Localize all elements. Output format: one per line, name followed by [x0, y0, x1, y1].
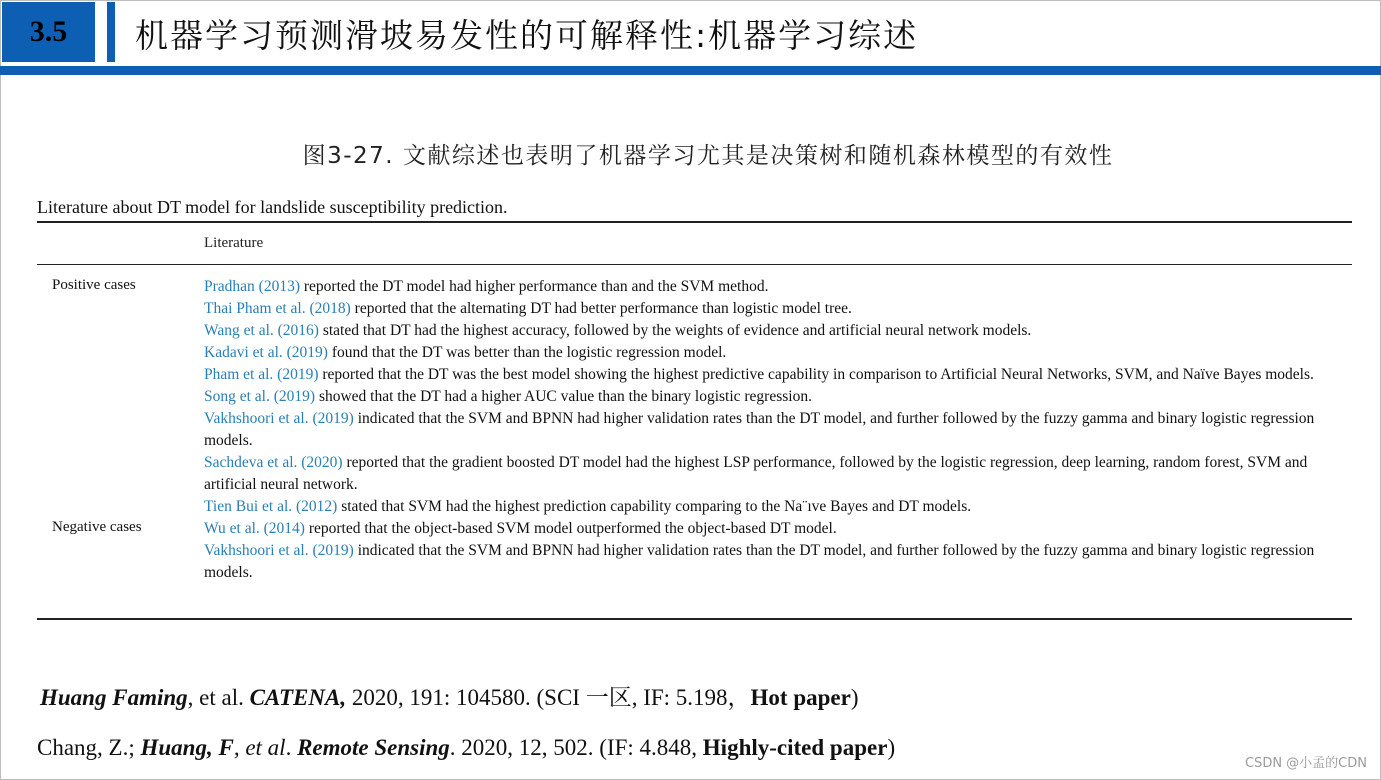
reference-link[interactable]: Sachdeva et al. (2020): [204, 454, 343, 471]
table-header-rule: [37, 264, 1352, 265]
entry-text: reported that the object-based SVM model outperformed the object-based DT model.: [304, 520, 837, 537]
citation-prefix: Chang, Z.;: [37, 735, 141, 760]
literature-entry: [204, 342, 1354, 364]
citation-catena: [40, 679, 859, 712]
citation-tag: Hot paper: [750, 685, 851, 710]
literature-entry: [204, 540, 1354, 584]
literature-entry: [204, 298, 1354, 320]
reference-link[interactable]: Wu et al. (2014): [204, 520, 305, 537]
row-label-negative: Negative cases: [52, 519, 142, 535]
header-separator-bar: [107, 2, 115, 62]
literature-entry: [204, 364, 1354, 386]
entry-text: indicated that the SVM and BPNN had higher validation rates than the DT model, and further followed by the fuzzy gamma and binary logistic regression models.: [204, 542, 1315, 581]
citation-remote-sensing: [37, 735, 895, 761]
literature-entries: [204, 276, 1354, 584]
watermark: CSDN @小孟的CDN: [1244, 756, 1367, 771]
row-label-positive: Positive cases: [52, 277, 136, 293]
section-number-badge: 3.5: [2, 2, 95, 62]
entry-text: found that the DT was better than the logistic regression model.: [327, 344, 727, 361]
entry-text: reported that the gradient boosted DT model had the highest LSP performance, followed by the logistic regression, deep learning, random forest, SVM and artificial neural network.: [204, 454, 1308, 493]
citation-close: ): [850, 685, 859, 710]
reference-link[interactable]: Pham et al. (2019): [204, 366, 319, 383]
literature-entry: [204, 496, 1354, 518]
reference-link[interactable]: Song et al. (2019): [204, 388, 316, 405]
reference-link[interactable]: Wang et al. (2016): [204, 322, 319, 339]
citation-author: Huang Faming: [40, 685, 188, 710]
entry-text: reported the DT model had higher performance than and the SVM method.: [300, 278, 769, 295]
citation-journal: Remote Sensing: [297, 735, 450, 760]
entry-text: stated that DT had the highest accuracy, followed by the weights of evidence and artificial neural network models.: [318, 322, 1032, 339]
literature-entry: [204, 320, 1354, 342]
table-top-rule: [37, 221, 1352, 223]
entry-text: stated that SVM had the highest prediction capability comparing to the Na¨ıve Bayes and DT models.: [337, 498, 972, 515]
citation-tag: Highly-cited paper: [702, 735, 888, 760]
header-rule: [0, 66, 1381, 75]
citation-close: ): [887, 735, 896, 760]
citation-author: Huang, F: [140, 735, 234, 760]
reference-link[interactable]: Pradhan (2013): [204, 278, 300, 295]
literature-entry: [204, 386, 1354, 408]
reference-link[interactable]: Tien Bui et al. (2012): [204, 498, 338, 515]
citation-etal: , et al: [233, 735, 286, 760]
entry-text: showed that the DT had a higher AUC value than the binary logistic regression.: [315, 388, 812, 405]
entry-text: reported that the DT was the best model showing the highest predictive capability in comparison to Artificial Neural Networks, SVM, and Naïve Bayes models.: [318, 366, 1314, 383]
table-bottom-rule: [37, 618, 1352, 620]
literature-entry: [204, 518, 1354, 540]
literature-entry: [204, 276, 1354, 298]
citation-journal: CATENA,: [249, 685, 347, 710]
slide-header: [0, 0, 1381, 68]
reference-link[interactable]: Thai Pham et al. (2018): [204, 300, 351, 317]
literature-entry: [204, 452, 1354, 496]
entry-text: reported that the alternating DT had better performance than logistic model tree.: [350, 300, 852, 317]
citation-etal: , et al.: [187, 685, 250, 710]
reference-link[interactable]: Vakhshoori et al. (2019): [204, 542, 354, 559]
entry-text: indicated that the SVM and BPNN had higher validation rates than the DT model, and further followed by the fuzzy gamma and binary logistic regression models.: [204, 410, 1315, 449]
citation-dot: .: [285, 735, 298, 760]
reference-link[interactable]: Kadavi et al. (2019): [204, 344, 328, 361]
citation-details: 2020, 191: 104580. (SCI 一区, IF: 5.198，: [346, 685, 751, 710]
citation-details: . 2020, 12, 502. (IF: 4.848,: [449, 735, 703, 760]
figure-caption: 图3-27. 文献综述也表明了机器学习尤其是决策树和随机森林模型的有效性: [302, 143, 1114, 169]
reference-link[interactable]: Vakhshoori et al. (2019): [204, 410, 354, 427]
column-header-literature: Literature: [204, 235, 264, 251]
table-caption: Literature about DT model for landslide susceptibility prediction.: [37, 197, 508, 217]
literature-entry: [204, 408, 1354, 452]
slide-title: 机器学习预测滑坡易发性的可解释性:机器学习综述: [135, 16, 919, 55]
